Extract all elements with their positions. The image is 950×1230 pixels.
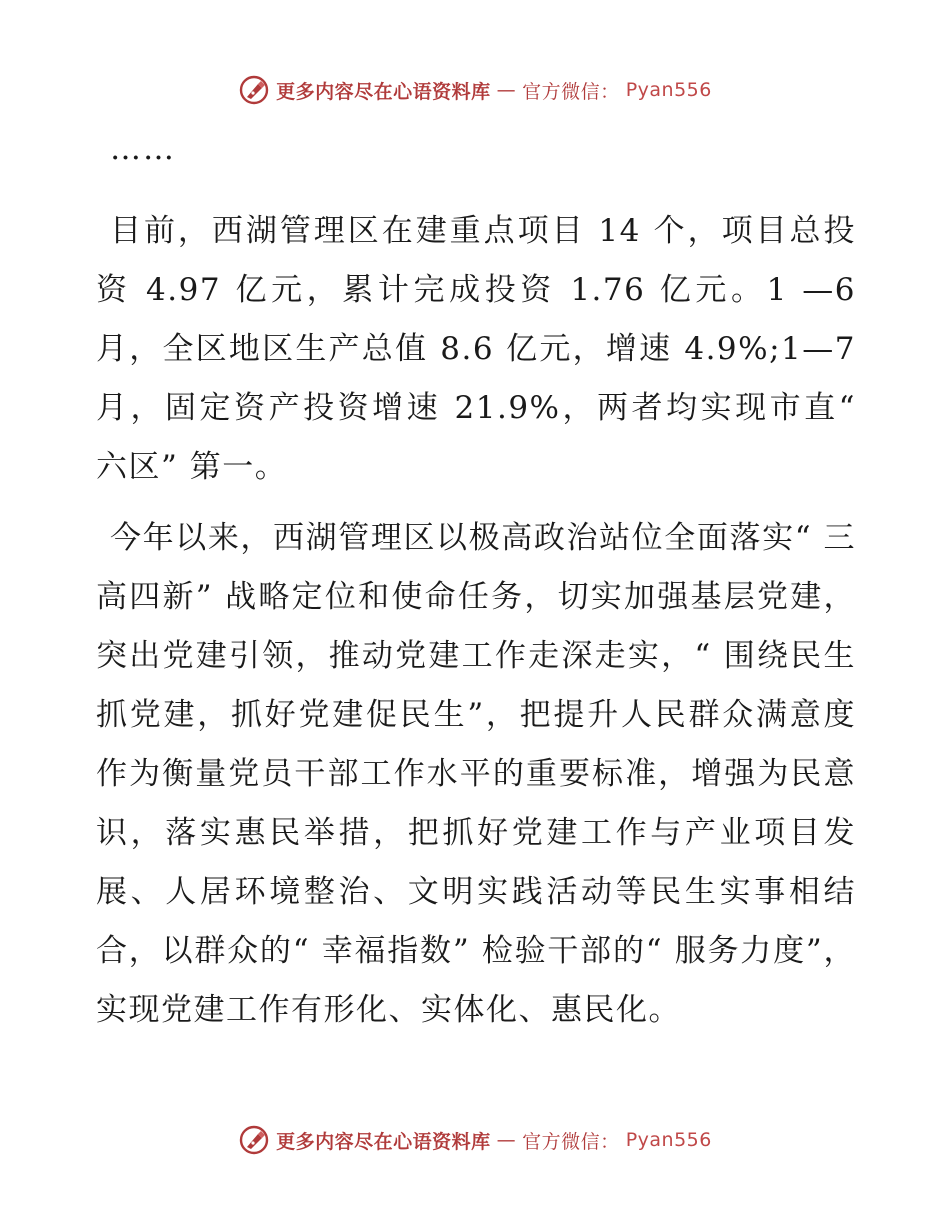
- footer-watermark-banner: [0, 1124, 950, 1156]
- ellipsis-line: ……: [110, 131, 176, 167]
- banner-wechat-id: Pyan556: [625, 1129, 712, 1151]
- document-body: [96, 128, 856, 1040]
- banner-wechat-id: Pyan556: [625, 79, 712, 101]
- pen-nib-logo-icon: [238, 74, 270, 106]
- banner-main-text: 更多内容尽在心语资料库: [276, 80, 491, 103]
- pen-nib-logo-icon: [238, 1124, 270, 1156]
- banner-label: 官方微信：: [522, 80, 620, 103]
- paragraph-investment: 目前，西湖管理区在建重点项目 14 个，项目总投资 4.97 亿元，累计完成投资 1.76 亿元。1 —6 月，全区地区生产总值 8.6 亿元，增速 4.9%;1—7 月，固定资产投资增速 21.9%，两者均实现市直“ 六区” 第一。: [96, 213, 856, 485]
- banner-dash: —: [496, 1129, 517, 1151]
- header-watermark-banner: [0, 74, 950, 106]
- banner-dash: —: [496, 79, 517, 101]
- banner-label: 官方微信：: [522, 1130, 620, 1153]
- paragraph-party-building: 今年以来，西湖管理区以极高政治站位全面落实“ 三高四新” 战略定位和使命任务，切实加强基层党建，突出党建引领，推动党建工作走深走实，“ 围绕民生抓党建，抓好党建促民生”，把提升人民群众满意度作为衡量党员干部工作水平的重要标准，增强为民意识，落实惠民举措，把抓好党建工作与产业项目发展、人居环境整治、文明实践活动等民生实事相结合，以群众的“ 幸福指数” 检验干部的“ 服务力度”，实现党建工作有形化、实体化、惠民化。: [96, 520, 856, 1028]
- banner-main-text: 更多内容尽在心语资料库: [276, 1130, 491, 1153]
